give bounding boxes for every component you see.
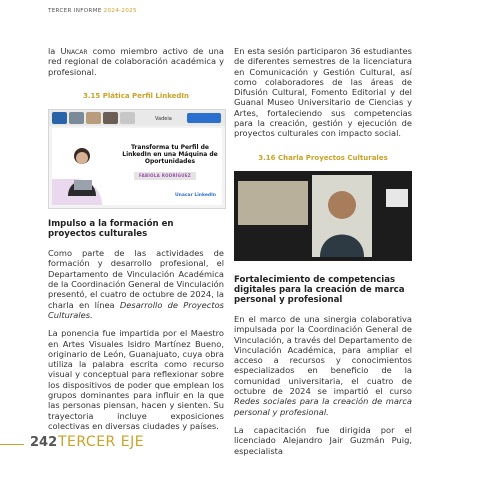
participant-thumb bbox=[103, 112, 118, 124]
video-topbar bbox=[49, 110, 225, 126]
intro-post: como miembro activo de una red regional de colaboración académica y profesional. bbox=[48, 46, 224, 77]
participant-thumb bbox=[69, 112, 84, 124]
slide-logos: Unacar LinkedIn bbox=[174, 192, 216, 198]
participant-video bbox=[386, 189, 408, 207]
course-title: Redes sociales para la creación de marca personal y profesional. bbox=[234, 396, 412, 417]
left-column bbox=[48, 46, 224, 439]
section-title-315: 3.15 Plática Perfil LinkedIn bbox=[82, 91, 190, 100]
running-header bbox=[48, 8, 137, 14]
section-name: TERCER EJE bbox=[58, 434, 145, 450]
participant-thumb bbox=[86, 112, 101, 124]
speaker-name: FABIOLA RODRÍGUEZ bbox=[134, 172, 196, 180]
linkedin-talk-screenshot bbox=[48, 109, 226, 209]
footer-rule bbox=[0, 444, 24, 445]
participant-thumb bbox=[52, 112, 67, 124]
session-paragraph: En esta sesión participaron 36 estudiantes de diferentes semestres de la licenciatura en Comunicación y Gestión Cultural, así como colaboradores de las áreas de Difusión Cultural, Fomento Editorial y del Guanal Museo Universitario de Ciencias y Artes, fortaleciendo sus competencias para la creación, gestión y ejecución de proyectos culturales con impacto social. bbox=[234, 46, 412, 139]
group-participants-video bbox=[238, 181, 308, 225]
paragraph-cultural-1 bbox=[48, 248, 224, 320]
right-column bbox=[234, 46, 412, 464]
presentation-slide bbox=[52, 128, 222, 205]
slide-title: Transforma tu Perfil de LinkedIn en una Máquina de Oportunidades bbox=[122, 144, 218, 166]
participant-thumb bbox=[120, 112, 135, 124]
paragraph-digital-1 bbox=[234, 314, 412, 417]
paragraph-cultural-2: La ponencia fue impartida por el Maestro en Artes Visuales Isidro Martínez Bueno, originario de León, Guanajuato, cuya obra utiliza la palabra escrita como recurso visual y conceptual para reflexionar sobre los dispositivos de poder que emplean los grupos dominantes para influir en la que las personas piensan, hacen y sienten. Su trayectoria incluye exposiciones colectivas en diversas ciudades y países. bbox=[48, 328, 224, 431]
intro-pre: la bbox=[48, 46, 61, 56]
topbar-label: Vadeia bbox=[155, 116, 172, 123]
intro-paragraph bbox=[48, 46, 224, 77]
header-year: 2024-2025 bbox=[103, 8, 137, 14]
video-call-screenshot bbox=[234, 171, 412, 261]
paragraph-digital-2: La capacitación fue dirigida por el licenciado Alejandro Jair Guzmán Puig, especialista bbox=[234, 424, 412, 456]
page-number: 242 bbox=[30, 435, 58, 450]
heading-digital-skills: Fortalecimiento de competencias digitales para la creación de marca personal y profesional bbox=[234, 274, 405, 305]
topbar-button bbox=[187, 113, 221, 123]
heading-cultural-projects: Impulso a la formación en proyectos culturales bbox=[48, 219, 174, 240]
header-title: TERCER INFORME bbox=[48, 8, 102, 14]
section-title-316: 3.16 Charla Proyectos Culturales bbox=[258, 153, 388, 162]
para-text: Como parte de las actividades de formación y desarrollo profesional, el Departamento de Vinculación Académica de la Coordinación General de Vinculación presentó, el cuatro de octubre de 2024, la charla en línea bbox=[48, 248, 224, 310]
para-text: En el marco de una sinergia colaborativa impulsada por la Coordinación General de Vinculación, a través del Departamento de Vinculación Académica, para ampliar el acceso a recursos y conocimientos especializados en beneficio de la comunidad universitaria, el cuatro de octubre de 2024 se impartió el curso bbox=[234, 313, 412, 397]
speaker-photo bbox=[62, 144, 102, 196]
speaker-video bbox=[312, 175, 372, 257]
org-name: Unacar bbox=[60, 46, 88, 56]
course-title: Desarrollo de Proyectos Culturales. bbox=[48, 299, 224, 320]
